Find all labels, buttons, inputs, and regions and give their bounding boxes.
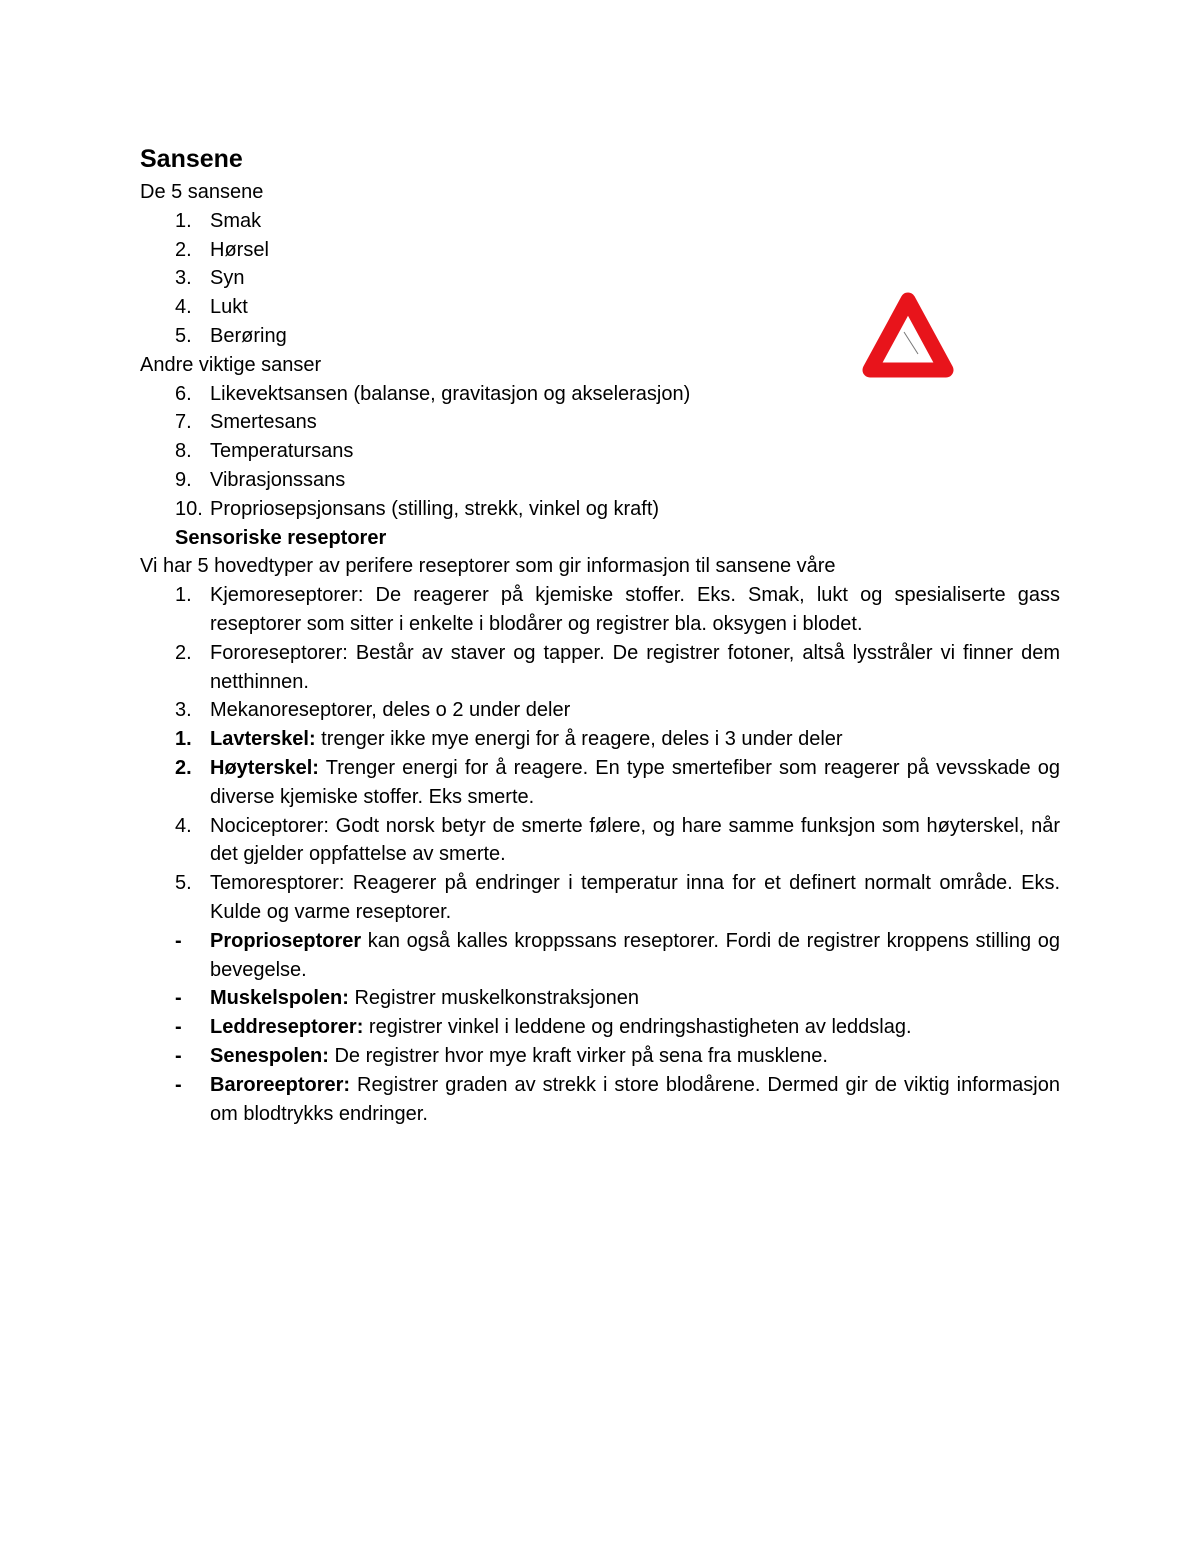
- list-item-text: Fororeseptorer: Består av staver og tapper. De registrer fotoner, altså lysstråler vi finner dem netthinnen.: [210, 641, 1060, 693]
- list-marker: -: [175, 1073, 182, 1096]
- list-item-text: Likevektsansen (balanse, gravitasjon og akselerasjon): [210, 382, 691, 405]
- list-item: [140, 696, 1060, 725]
- list-item-text: Temperatursans: [210, 440, 354, 463]
- list-item-text: registrer vinkel i leddene og endringshastigheten av leddslag.: [363, 1016, 912, 1039]
- list-marker: 9.: [175, 468, 192, 491]
- list-marker: 2.: [175, 238, 192, 261]
- list-marker: -: [175, 1044, 182, 1067]
- list-item: [140, 207, 1060, 236]
- list-item: [140, 869, 1060, 927]
- list-marker: 3.: [175, 267, 192, 290]
- list-marker: 4.: [175, 296, 192, 319]
- list-item-text: kan også kalles kroppssans reseptorer. Fordi de registrer kroppens stilling og bevegelse.: [210, 929, 1060, 981]
- page-title: Sansene: [140, 145, 243, 173]
- list-item: [140, 984, 1060, 1013]
- document-page: [140, 142, 1060, 1128]
- list-marker: 1.: [175, 584, 192, 607]
- list-item-term: Senespolen:: [210, 1044, 329, 1067]
- list-marker: 5.: [175, 872, 192, 895]
- list-marker: 10.: [175, 497, 203, 520]
- list-item: [140, 927, 1060, 985]
- list-item: [140, 581, 1060, 639]
- list-marker: 1.: [175, 728, 192, 751]
- list-item: [140, 812, 1060, 870]
- list-item: [140, 495, 1060, 524]
- list-item-text: Kjemoreseptorer: De reagerer på kjemiske stoffer. Eks. Smak, lukt og spesialiserte gass reseptorer som sitter i enkelte i blodårer og registrer bla. oksygen i blodet.: [210, 584, 1060, 635]
- list-item-text: Lukt: [210, 296, 248, 319]
- list-item: [140, 466, 1060, 495]
- list-item-term: Høyterskel:: [210, 756, 319, 779]
- list-item-term: Leddreseptorer:: [210, 1016, 364, 1039]
- list-item: [140, 264, 1060, 293]
- list-item-text: trenger ikke mye energi for å reagere, deles i 3 under deler: [315, 728, 843, 751]
- list-item-text: Trenger energi for å reagere. En type smertefiber som reagerer på vevsskade og diverse kjemiske stoffer. Eks smerte.: [210, 756, 1060, 808]
- list-item: [140, 408, 1060, 437]
- list-item-text: Berøring: [210, 324, 287, 347]
- list-item: [140, 725, 1060, 754]
- list-item-text: Temoresptorer: Reagerer på endringer i temperatur inna for et definert normalt område. Eks. Kulde og varme reseptorer.: [210, 872, 1060, 923]
- list-marker: 8.: [175, 440, 192, 463]
- receptors-heading: Sensoriske reseptorer: [175, 526, 387, 549]
- list-item: [140, 236, 1060, 265]
- receptors-intro: Vi har 5 hovedtyper av perifere reseptorer som gir informasjon til sansene våre: [140, 555, 836, 578]
- list-item: [140, 437, 1060, 466]
- list-item: [140, 293, 1060, 322]
- list-item-term: Muskelspolen:: [210, 987, 349, 1010]
- list-item: [140, 1042, 1060, 1071]
- list-item-text: Mekanoreseptorer, deles o 2 under deler: [210, 699, 571, 722]
- intro-five-senses: De 5 sansene: [140, 181, 264, 203]
- list-item-text: Vibrasjonssans: [210, 468, 346, 491]
- list-item: [140, 1071, 1060, 1129]
- list-marker: 7.: [175, 411, 192, 434]
- list-item: [140, 1013, 1060, 1042]
- list-marker: -: [175, 1016, 182, 1039]
- list-item-term: Proprioseptorer: [210, 929, 362, 952]
- other-senses-list: [140, 380, 1060, 524]
- list-item-term: Lavterskel:: [210, 728, 316, 751]
- list-item-text: Registrer muskelkonstraksjonen: [348, 987, 640, 1010]
- list-marker: 2.: [175, 756, 192, 779]
- list-marker: 3.: [175, 699, 192, 722]
- list-item-text: De registrer hvor mye kraft virker på sena fra musklene.: [328, 1044, 828, 1067]
- list-item-text: Propriosepsjonsans (stilling, strekk, vinkel og kraft): [210, 497, 660, 520]
- list-item: [140, 322, 1060, 351]
- list-item-text: Smak: [210, 209, 262, 232]
- list-item: [140, 380, 1060, 409]
- list-marker: 6.: [175, 382, 192, 405]
- list-item-text: Registrer graden av strekk i store blodårene. Dermed gir de viktig informasjon om blodtrykks endringer.: [210, 1073, 1060, 1125]
- receptors-list: [140, 581, 1060, 1128]
- list-item-text: Smertesans: [210, 411, 317, 434]
- list-marker: 1.: [175, 209, 192, 232]
- list-item-text: Syn: [210, 267, 245, 290]
- list-item: [140, 754, 1060, 812]
- list-item-text: Hørsel: [210, 238, 269, 261]
- other-senses-heading: Andre viktige sanser: [140, 353, 322, 376]
- list-marker: 5.: [175, 324, 192, 347]
- list-marker: -: [175, 987, 182, 1010]
- list-marker: -: [175, 929, 182, 952]
- list-item-text: Nociceptorer: Godt norsk betyr de smerte følere, og hare samme funksjon som høyterskel, når det gjelder oppfattelse av smerte.: [210, 814, 1060, 866]
- list-marker: 4.: [175, 814, 192, 837]
- five-senses-list: [140, 207, 1060, 351]
- list-item: [140, 639, 1060, 697]
- list-marker: 2.: [175, 641, 192, 664]
- list-item-term: Baroreeptorer:: [210, 1073, 351, 1096]
